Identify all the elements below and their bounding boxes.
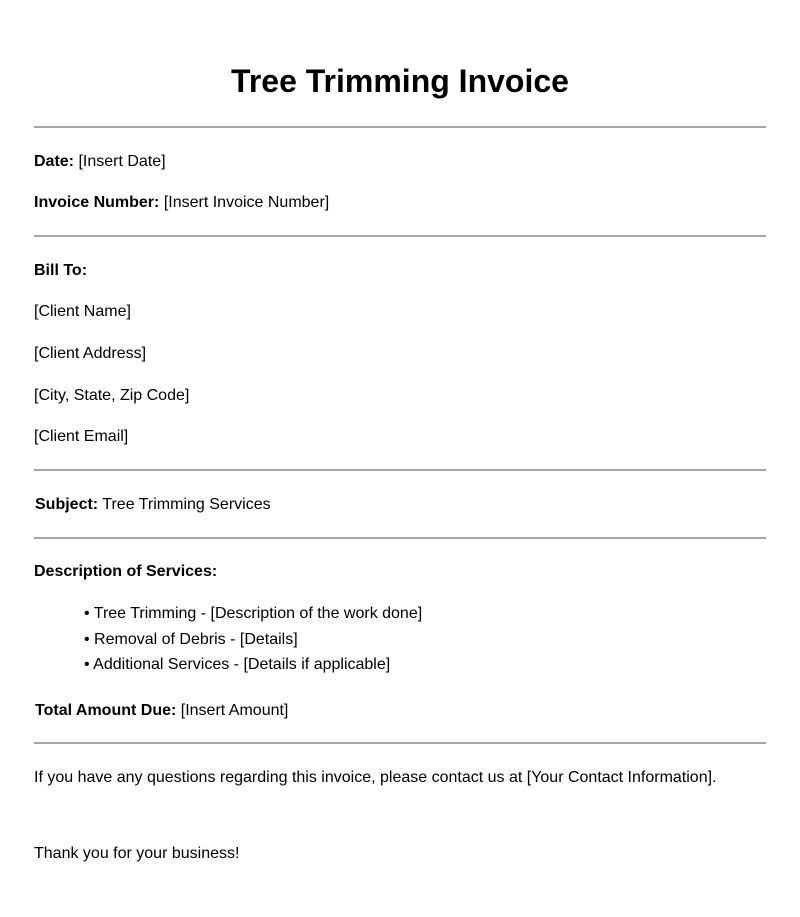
services-heading [34, 562, 217, 582]
subject-line [35, 495, 271, 515]
divider [34, 537, 766, 539]
invoice-number-line [34, 193, 329, 213]
bill-to-heading [34, 261, 87, 281]
invoice-title: Tree Trimming Invoice [231, 63, 569, 99]
client-address: [Client Address] [34, 345, 147, 362]
subject-label: Subject: [35, 496, 99, 513]
client-email: [Client Email] [34, 428, 129, 445]
total-value: [Insert Amount] [180, 702, 289, 719]
divider [34, 235, 766, 237]
subject-value: Tree Trimming Services [102, 496, 271, 513]
total-line [35, 701, 288, 721]
client-city-state-zip: [City, State, Zip Code] [34, 387, 190, 404]
date-label: Date: [34, 153, 75, 170]
date-value: [Insert Date] [78, 153, 166, 170]
closing-note: Thank you for your business! [34, 845, 240, 862]
service-item: • Tree Trimming - [Description of the work done] [84, 605, 423, 622]
total-label: Total Amount Due: [35, 702, 177, 719]
divider [34, 469, 766, 471]
invoice-number-label: Invoice Number: [34, 194, 160, 211]
date-line [34, 152, 166, 172]
bill-to-label: Bill To: [34, 262, 88, 279]
services-label: Description of Services: [34, 563, 218, 580]
contact-note: If you have any questions regarding this invoice, please contact us at [Your Contact Information]. [34, 769, 717, 786]
divider [34, 742, 766, 744]
invoice-number-value: [Insert Invoice Number] [163, 194, 330, 211]
service-item: • Additional Services - [Details if applicable] [84, 656, 391, 673]
service-item: • Removal of Debris - [Details] [84, 631, 298, 648]
divider [34, 126, 766, 128]
client-name: [Client Name] [34, 303, 131, 320]
